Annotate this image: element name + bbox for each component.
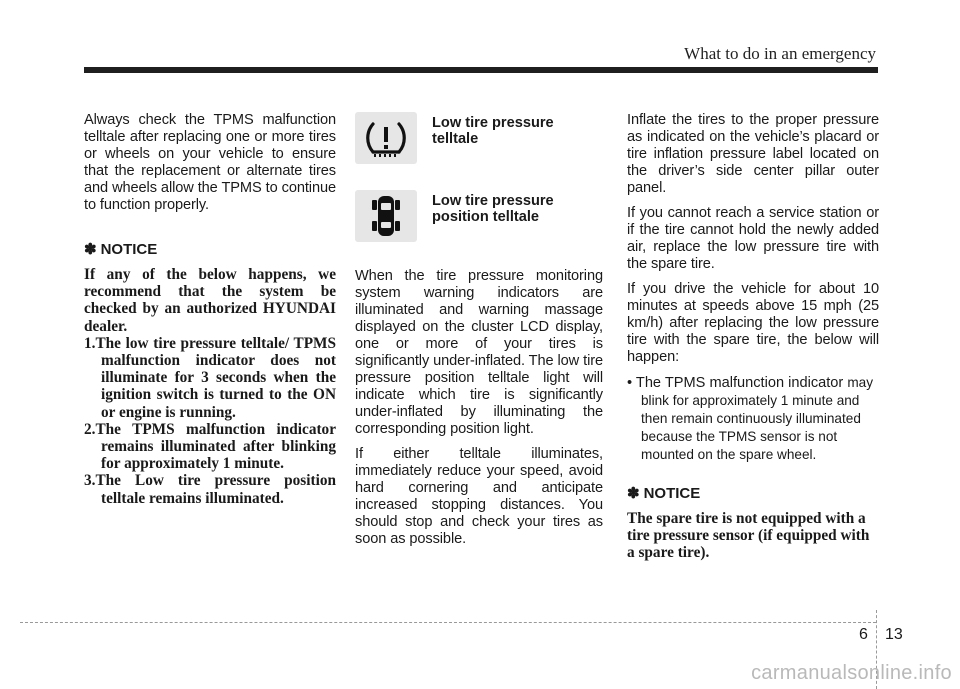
notice-item: 2.The TPMS malfunction indicator remains illuminated after blinking for approximately 1 minute. (84, 420, 336, 473)
telltale-row-pressure (355, 112, 603, 190)
telltale-label: Low tire pressure telltale (432, 115, 554, 147)
notice-title: NOTICE (643, 485, 701, 502)
section-title: What to do in an emergency (684, 44, 876, 63)
bullet-lead: The TPMS malfunction indicator (635, 375, 844, 391)
telltale-row-position (355, 190, 603, 268)
notice-item: 1.The low tire pressure telltale/ TPMS malfunction indicator does not illuminate for 3 seconds when the ignition switch is turned to the ON or engine is running. (84, 334, 336, 421)
tire-pressure-warning-icon (355, 112, 417, 164)
intro-paragraph: Always check the TPMS malfunction telltale after replacing one or more tires or wheels on your vehicle to ensure that the replacement or alternate tires and wheels allow the TPMS to continue to function properly. (84, 112, 336, 213)
header-rule (84, 67, 878, 73)
col2-paragraph-1: When the tire pressure monitoring system warning indicators are illuminated and warning massage displayed on the cluster LCD display, one or more of your tires is significantly under-inflated. The low tire pressure position telltale light will indicate which tire is significantly under-inflated by illuminating the corresponding position light. (355, 268, 603, 437)
watermark: carmanualsonline.info (751, 662, 952, 684)
bullet-item (627, 374, 879, 464)
bullet-icon: • (627, 375, 633, 391)
col3-paragraph-3: If you drive the vehicle for about 10 minutes at speeds above 15 mph (25 km/h) after replacing the low pressure tire with the spare tire, the below will happen: (627, 281, 879, 365)
col3-paragraph-1: Inflate the tires to the proper pressure as indicated on the vehicle’s placard or tire inflation pressure label located on the driver’s side center pillar outer panel. (627, 112, 879, 196)
col2-paragraph-2: If either telltale illuminates, immediately reduce your speed, avoid hard cornering and anticipate increased stopping distances. You should stop and check your tires as soon as possible. (355, 446, 603, 547)
notice-lead: If any of the below happens, we recommend that the system be checked by an authorized HYUNDAI dealer. (84, 266, 336, 335)
notice-heading (627, 484, 879, 502)
bullet-rest: may blink for approximately 1 minute and then remain continuously illuminated because the TPMS sensor is not mounted on the spare wheel. (641, 375, 874, 462)
notice-list (84, 335, 336, 507)
page-num: 13 (885, 626, 903, 643)
tire-position-car-icon (355, 190, 417, 242)
notice-heading (84, 240, 336, 258)
footer-dashed-rule (20, 622, 876, 623)
notice-star-icon: ✽ (84, 241, 97, 258)
notice-title: NOTICE (100, 241, 158, 258)
notice-item: 3.The Low tire pressure position telltale remains illuminated. (84, 472, 336, 507)
bullet-list (627, 374, 879, 464)
chapter-number: 6 (859, 626, 868, 643)
telltale-label: Low tire pressure position telltale (432, 193, 554, 225)
column-3 (627, 112, 879, 562)
notice-star-icon: ✽ (627, 485, 640, 502)
column-1 (84, 112, 336, 507)
column-2 (355, 112, 603, 556)
col3-paragraph-2: If you cannot reach a service station or if the tire cannot hold the newly added air, replace the low pressure tire with the spare tire. (627, 205, 879, 272)
notice-text: The spare tire is not equipped with a tire pressure sensor (if equipped with a spare tire). (627, 510, 870, 562)
